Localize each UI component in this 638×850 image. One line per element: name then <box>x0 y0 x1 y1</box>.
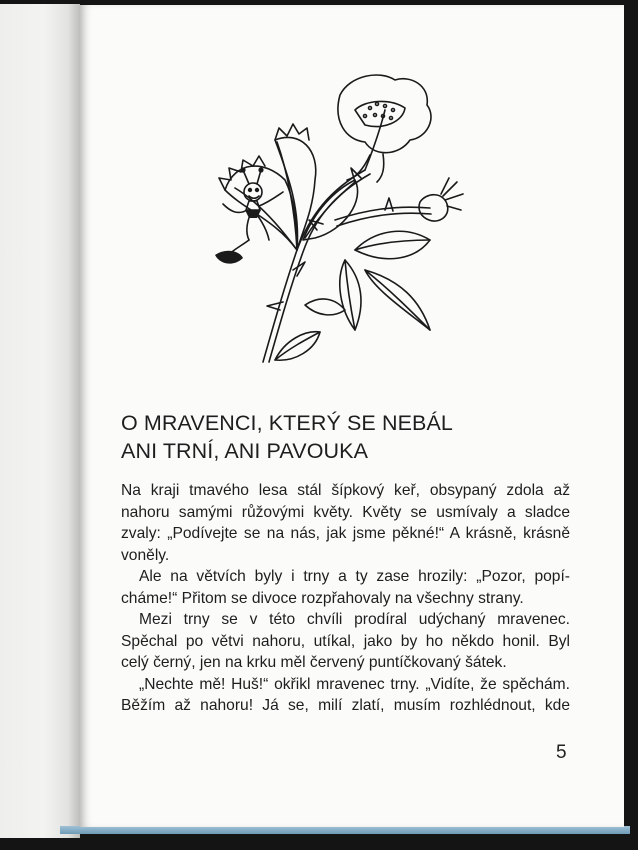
previous-page-edge <box>0 4 80 838</box>
text-line: Ale na větvích byly i trny a ty zase hrozily: „Pozor, popí- <box>139 568 570 585</box>
chapter-title <box>121 409 541 465</box>
text-line: voněly. <box>121 546 170 564</box>
rosehip-ant-illustration <box>205 70 475 370</box>
chapter-title-line: O MRAVENCI, KTERÝ SE NEBÁL <box>121 411 453 435</box>
paragraph <box>121 566 570 609</box>
text-line: Běžím až nahoru! Já se, milí zlatí, musím rozhlédnout, kde <box>121 697 570 714</box>
text-line: nahoru samými růžovými květy. Květy se usmívaly a sladce <box>121 503 570 521</box>
text-line: Spěchal po větvi nahoru, utíkal, jako by ho někdo honil. Byl <box>121 632 570 650</box>
text-line: „Nechte mě! Huš!“ okřikl mravenec trny. „Vidíte, že spěchám. <box>139 675 570 693</box>
story-text <box>121 480 570 717</box>
text-line: cháme!“ Přitom se divoce rozpřahovaly na všechny strany. <box>121 589 524 607</box>
text-line: celý černý, jen na krku měl červený puntíčkovaný šátek. <box>121 654 507 671</box>
chapter-title-line: ANI TRNÍ, ANI PAVOUKA <box>121 439 369 463</box>
paragraph <box>121 480 570 566</box>
book-cover-edge <box>60 826 630 834</box>
text-line: Mezi trny se v této chvíli prodíral udýchaný mravenec. <box>139 611 570 628</box>
paragraph <box>121 609 570 674</box>
paragraph <box>121 674 570 717</box>
page-number: 5 <box>556 742 567 763</box>
text-line: zvaly: „Podívejte se na nás, jak jsme pěkné!“ A krásně, krásně <box>121 525 570 542</box>
text-line: Na kraji tmavého lesa stál šípkový keř, obsypaný zdola až <box>121 482 570 499</box>
